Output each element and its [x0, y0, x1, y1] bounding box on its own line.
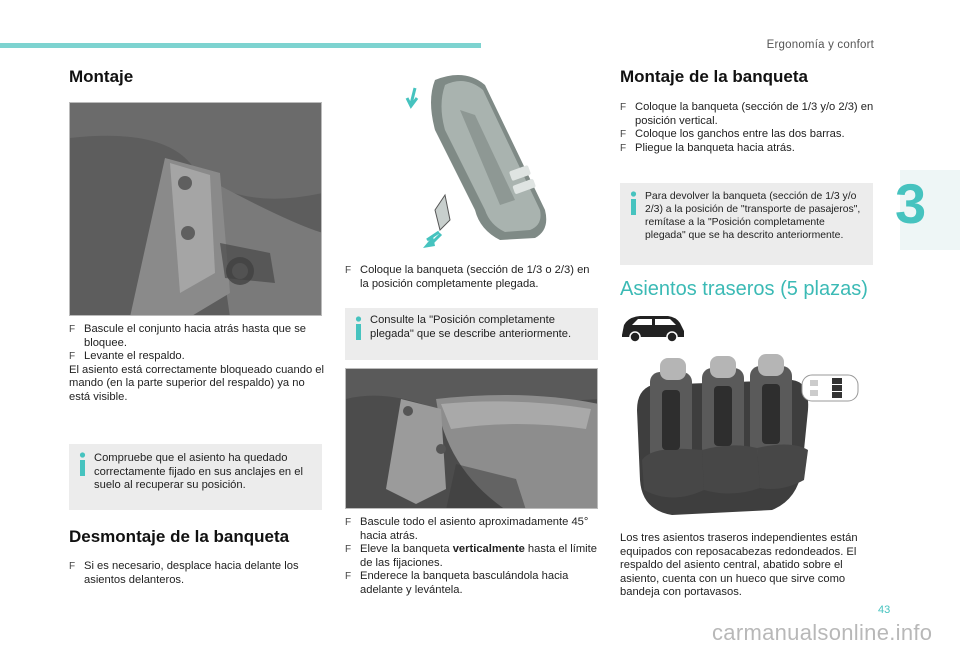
- info-box-consult: Consulte la "Posición completamente plegada" que se describe anteriormente.: [345, 308, 598, 360]
- header-accent-bar: [0, 43, 481, 48]
- step-item: F Bascule todo el asiento aproximadamente 45° hacia atrás.: [345, 516, 589, 542]
- seat-layout-icon: [800, 372, 860, 404]
- chapter-number: 3: [895, 172, 927, 235]
- heading-montaje-banqueta: Montaje de la banqueta: [620, 67, 808, 86]
- step-bullet-icon: F: [69, 351, 76, 363]
- step-bullet-icon: F: [345, 544, 352, 556]
- info-icon: [628, 191, 639, 215]
- page-number: 43: [878, 604, 891, 616]
- watermark: carmanualsonline.info: [712, 620, 933, 645]
- info-icon: [77, 452, 88, 476]
- info-box-return: Para devolver la banqueta (sección de 1/3 y/o 2/3) a la posición de "transporte de pasajeros", remítase a la "Posición completamente plegada" que se ha descrito anteriormente.: [620, 183, 873, 265]
- car-silhouette-icon: [620, 313, 686, 343]
- step-bullet-icon: F: [345, 517, 352, 528]
- step-item: F Levante el respaldo.: [69, 350, 185, 363]
- step-item: F Pliegue la banqueta hacia atrás.: [620, 141, 795, 154]
- step-item: F Coloque la banqueta (sección de 1/3 o 2/3) en la posición completamente plegada.: [345, 264, 590, 290]
- step-bullet-icon: F: [620, 142, 627, 154]
- section-title: Ergonomía y confort: [766, 39, 874, 51]
- step-bullet-icon: F: [69, 324, 76, 335]
- step-item: F Si es necesario, desplace hacia delante los asientos delanteros.: [69, 560, 299, 586]
- step-item: F Bascule el conjunto hacia atrás hasta que se bloquee.: [69, 323, 307, 349]
- photo-seat-anchor: [69, 102, 322, 316]
- step-bullet-icon: F: [345, 265, 352, 276]
- step-item: F Enderece la banqueta basculándola hacia adelante y levántela.: [345, 570, 569, 596]
- step-item: F Coloque la banqueta (sección de 1/3 y/o 2/3) en posición vertical.: [620, 101, 874, 127]
- rear-seats-illustration: [632, 350, 814, 520]
- note-text: El asiento está correctamente bloqueado cuando el mando (en la parte superior del respaldo) ya no está visible.: [69, 363, 324, 403]
- illustration-folded-seat: [405, 70, 565, 255]
- col2-steps: [345, 264, 600, 291]
- heading-desmontaje: Desmontaje de la banqueta: [69, 527, 290, 546]
- info-box-fixing: Compruebe que el asiento ha quedado correctamente fijado en sus anclajes en el suelo al recuperar su posición.: [69, 444, 322, 510]
- step-bullet-icon: F: [69, 561, 76, 572]
- step-bullet-icon: F: [620, 102, 627, 113]
- step-item: F Eleve la banqueta verticalmente hasta el límite de las fijaciones.: [345, 543, 597, 569]
- photo-hooks: [345, 368, 598, 509]
- heading-montaje: Montaje: [69, 67, 134, 86]
- step-bullet-icon: F: [620, 129, 627, 141]
- heading-asientos-traseros: Asientos traseros (5 plazas): [620, 278, 868, 300]
- col1-steps: [69, 323, 324, 405]
- col2-steps2: [345, 516, 600, 598]
- step-item: F Coloque los ganchos entre las dos barras.: [620, 128, 845, 141]
- col1-steps2: [69, 560, 324, 587]
- step-bullet-icon: F: [345, 571, 352, 583]
- col3-steps: [620, 101, 875, 155]
- col3-description: Los tres asientos traseros independientes están equipados con reposacabezas redondeados. El respaldo del asiento central, abatido sobre el asiento, cuenta con un hueco que sirve como bandeja con portavasos.: [620, 532, 858, 599]
- info-icon: [353, 316, 364, 340]
